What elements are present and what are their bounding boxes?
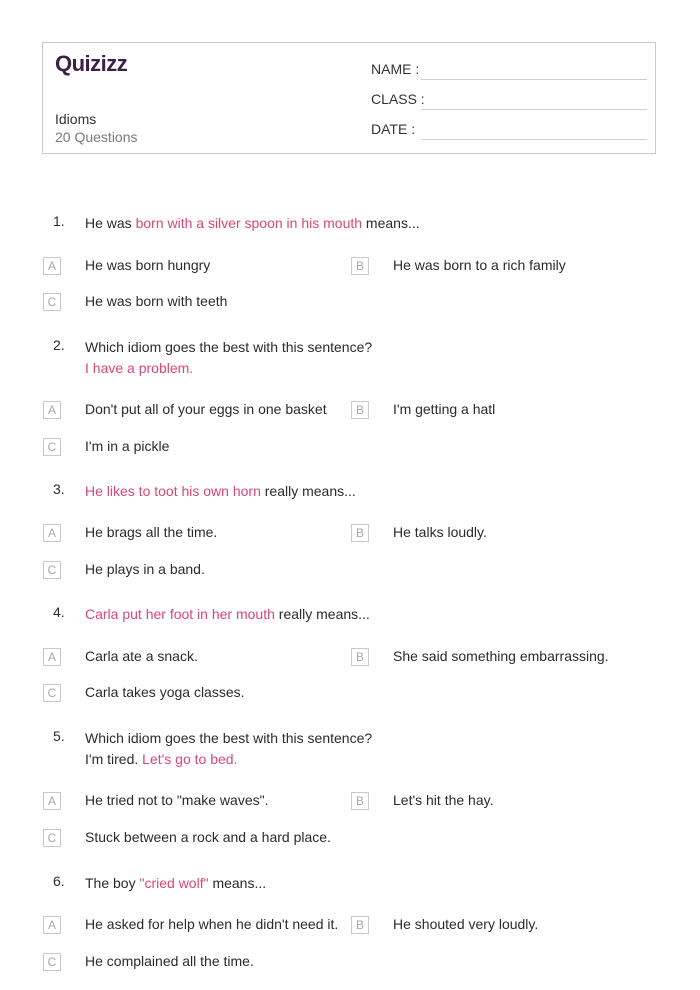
date-label: DATE : [371, 121, 416, 137]
option-c-box[interactable]: C [43, 684, 61, 702]
quizizz-logo: Quizizz [55, 51, 128, 76]
option-c-box[interactable]: C [43, 561, 61, 579]
question-text: Which idiom goes the best with this sentence? I'm tired. Let's go to bed. [85, 730, 373, 767]
option-c-text: He plays in a band. [85, 561, 205, 577]
option-b-box[interactable]: B [351, 401, 369, 419]
option-a-box[interactable]: A [43, 792, 61, 810]
option-b-box[interactable]: B [351, 648, 369, 666]
class-line[interactable] [421, 109, 647, 110]
question-text: The boy "cried wolf" means... [85, 875, 267, 891]
option-b-text: Let's hit the hay. [393, 792, 494, 808]
option-c-box[interactable]: C [43, 438, 61, 456]
option-a-text: He tried not to "make waves". [85, 792, 269, 808]
option-c-text: Carla takes yoga classes. [85, 684, 245, 700]
question-text: He likes to toot his own horn really means... [85, 483, 356, 499]
option-a-text: Don't put all of your eggs in one basket [85, 401, 327, 417]
option-a-box[interactable]: A [43, 916, 61, 934]
option-c-text: He complained all the time. [85, 953, 254, 969]
question-number: 2. [53, 337, 65, 353]
option-b-text: She said something embarrassing. [393, 648, 609, 664]
question-number: 5. [53, 728, 65, 744]
option-a-box[interactable]: A [43, 257, 61, 275]
option-a-box[interactable]: A [43, 401, 61, 419]
question-text: Which idiom goes the best with this sentence? I have a problem. [85, 339, 373, 376]
class-label: CLASS : [371, 91, 425, 107]
option-c-text: I'm in a pickle [85, 438, 170, 454]
worksheet-title: Idioms [55, 111, 97, 127]
option-a-text: He brags all the time. [85, 524, 218, 540]
option-c-box[interactable]: C [43, 829, 61, 847]
question-text: He was born with a silver spoon in his mouth means... [85, 215, 420, 231]
question-number: 3. [53, 481, 65, 497]
question-number: 4. [53, 604, 65, 620]
option-c-box[interactable]: C [43, 293, 61, 311]
option-c-text: Stuck between a rock and a hard place. [85, 829, 331, 845]
question-number: 1. [53, 213, 65, 229]
option-a-text: He asked for help when he didn't need it. [85, 916, 339, 932]
option-b-box[interactable]: B [351, 792, 369, 810]
option-a-box[interactable]: A [43, 648, 61, 666]
option-b-text: He shouted very loudly. [393, 916, 539, 932]
option-b-text: I'm getting a hatl [393, 401, 496, 417]
date-line[interactable] [421, 139, 647, 140]
question-count: 20 Questions [55, 129, 138, 145]
option-a-text: He was born hungry [85, 257, 211, 273]
option-b-box[interactable]: B [351, 524, 369, 542]
question-text: Carla put her foot in her mouth really means... [85, 606, 370, 622]
option-c-text: He was born with teeth [85, 293, 228, 309]
question-number: 6. [53, 873, 65, 889]
worksheet-header [42, 42, 656, 154]
name-label: NAME : [371, 61, 420, 77]
option-b-box[interactable]: B [351, 916, 369, 934]
option-a-text: Carla ate a snack. [85, 648, 198, 664]
option-c-box[interactable]: C [43, 953, 61, 971]
option-b-text: He was born to a rich family [393, 257, 566, 273]
option-b-box[interactable]: B [351, 257, 369, 275]
option-a-box[interactable]: A [43, 524, 61, 542]
name-line[interactable] [421, 79, 647, 80]
option-b-text: He talks loudly. [393, 524, 487, 540]
